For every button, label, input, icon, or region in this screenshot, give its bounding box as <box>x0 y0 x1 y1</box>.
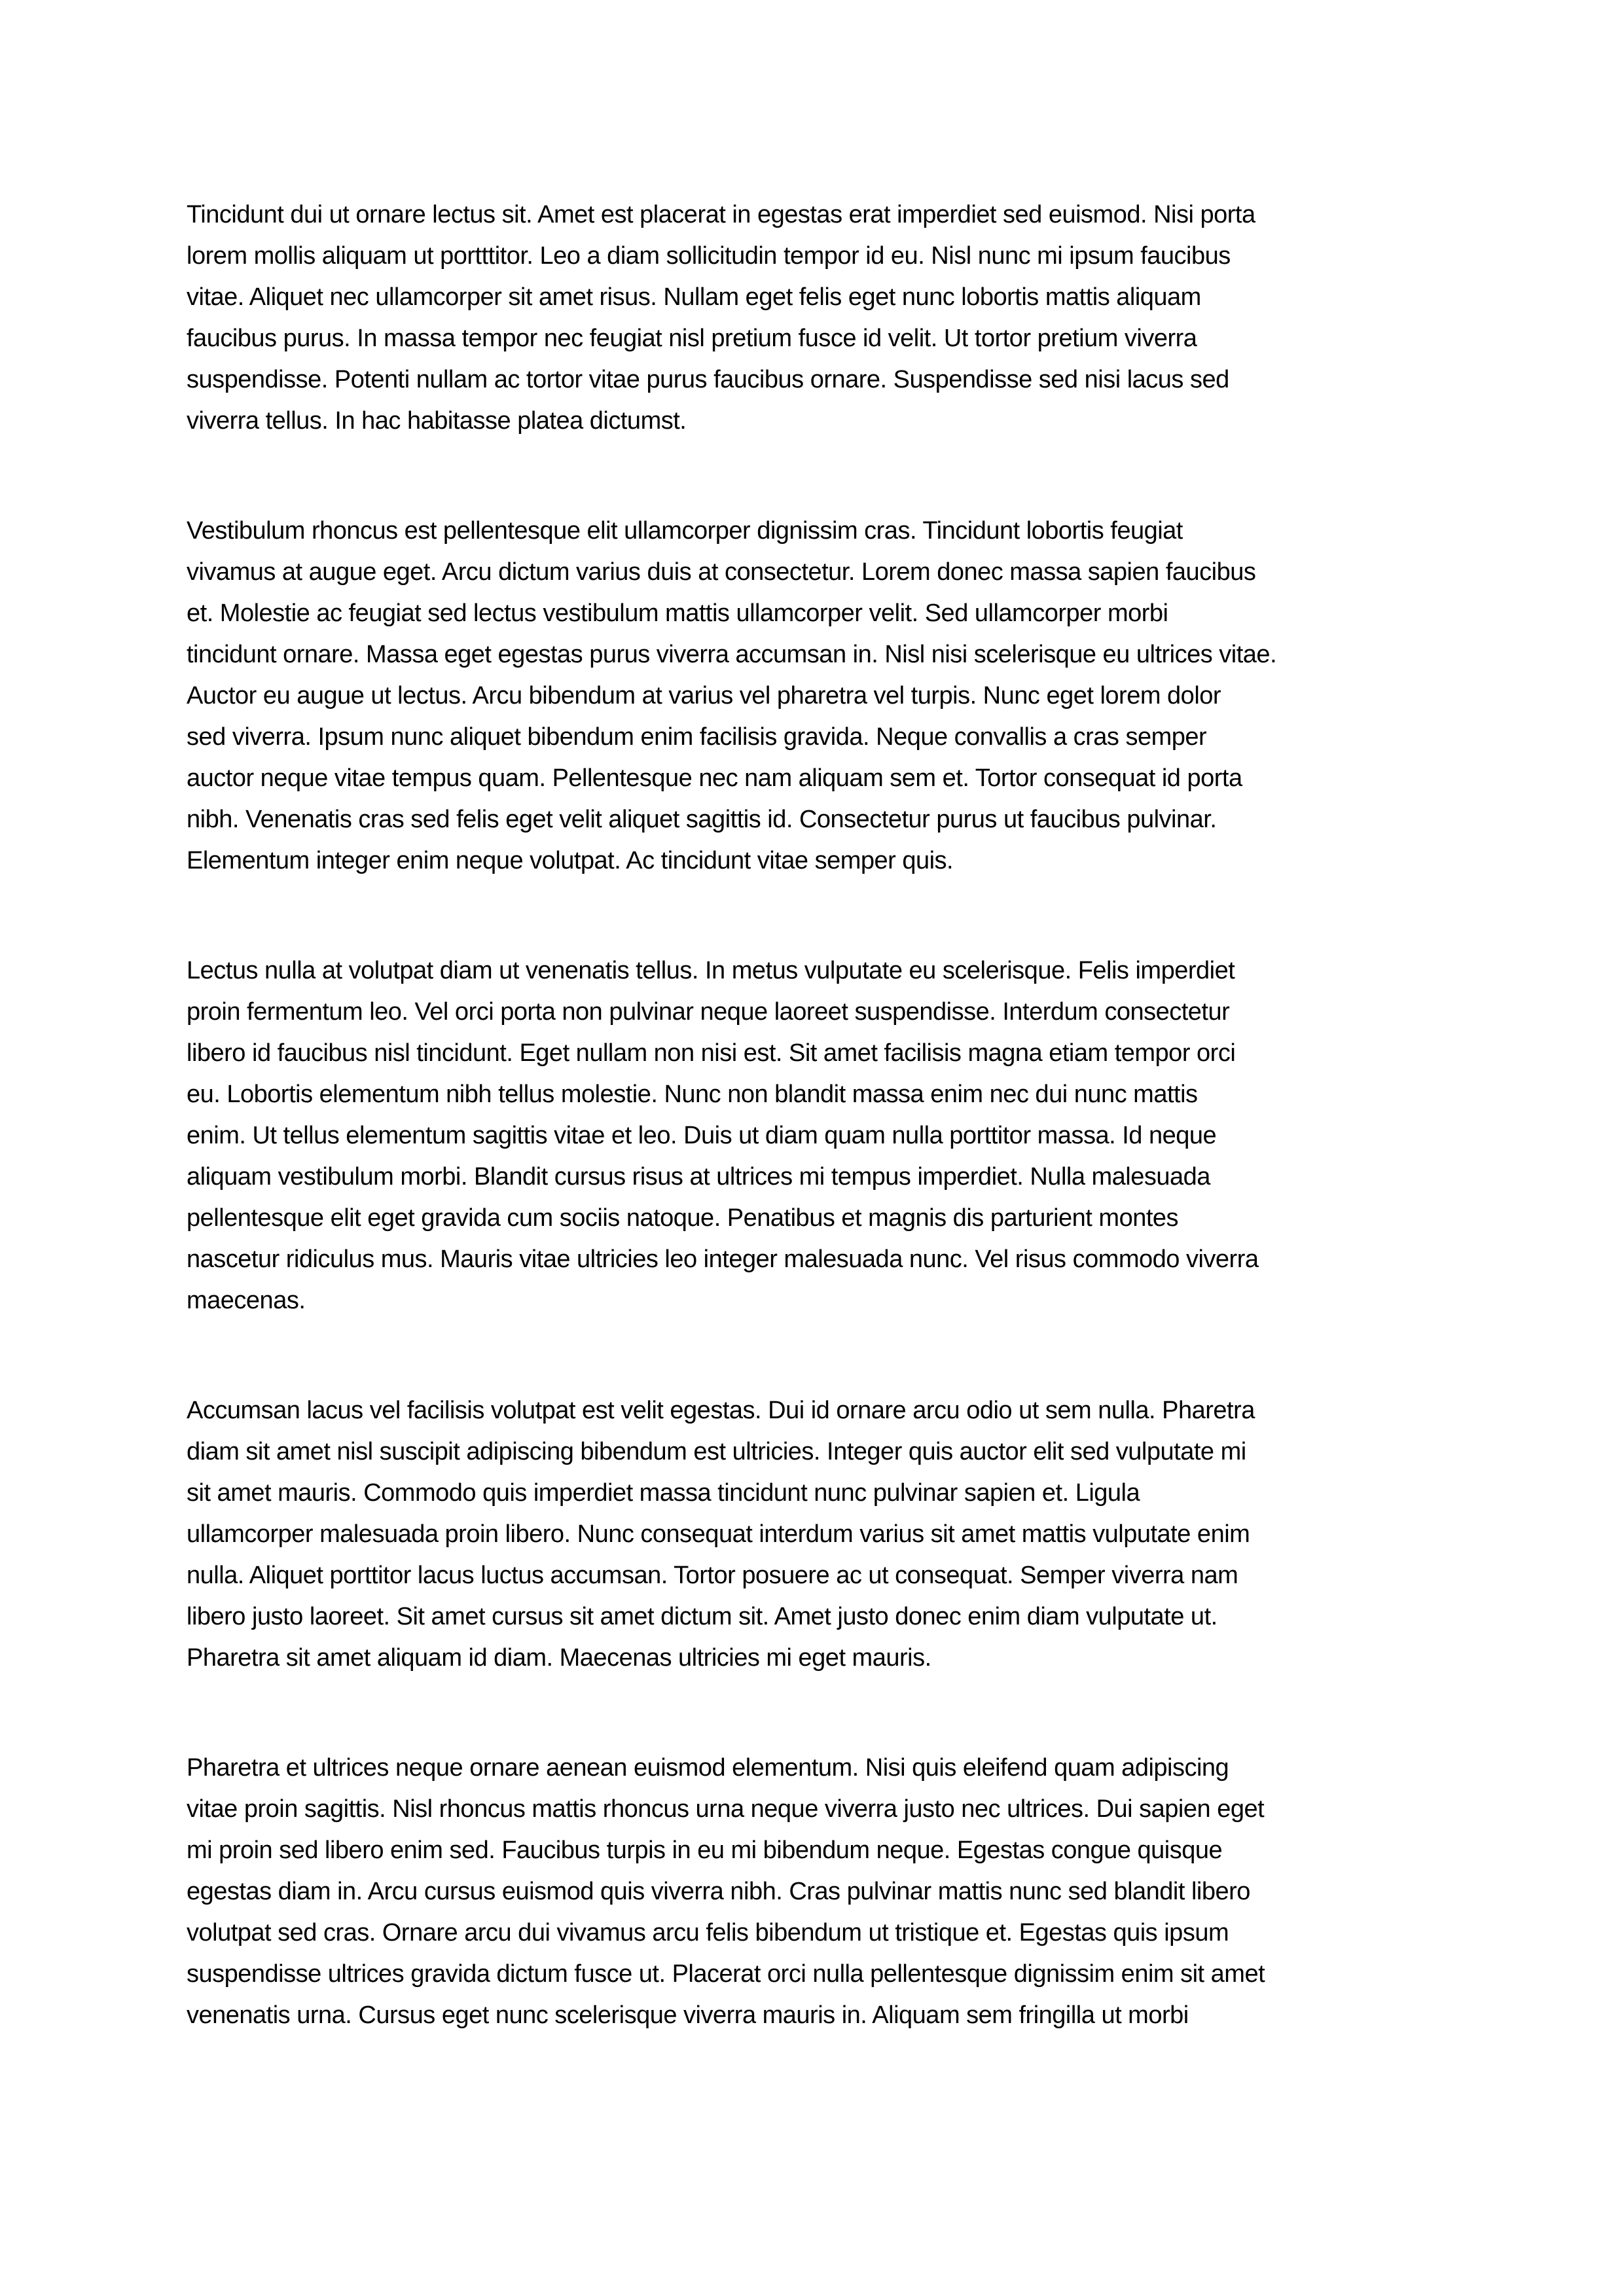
text-line: eu. Lobortis elementum nibh tellus molestie. Nunc non blandit massa enim nec dui nunc mattis <box>187 1081 1198 1108</box>
text-line: et. Molestie ac feugiat sed lectus vestibulum mattis ullamcorper velit. Sed ullamcorper morbi <box>187 600 1168 627</box>
text-line: viverra tellus. In hac habitasse platea dictumst. <box>187 407 687 435</box>
text-line: maecenas. <box>187 1287 306 1314</box>
text-line: Tincidunt dui ut ornare lectus sit. Amet est placerat in egestas erat imperdiet sed euismod. Nisi porta <box>187 201 1255 228</box>
text-line: Elementum integer enim neque volutpat. Ac tincidunt vitae semper quis. <box>187 847 954 874</box>
text-line: proin fermentum leo. Vel orci porta non pulvinar neque laoreet suspendisse. Interdum consectetur <box>187 998 1230 1026</box>
text-line: auctor neque vitae tempus quam. Pellentesque nec nam aliquam sem et. Tortor consequat id porta <box>187 764 1242 792</box>
text-line: mi proin sed libero enim sed. Faucibus turpis in eu mi bibendum neque. Egestas congue quisque <box>187 1837 1223 1864</box>
paragraph-4 <box>187 1390 1441 1679</box>
text-line: suspendisse ultrices gravida dictum fusce ut. Placerat orci nulla pellentesque dignissim enim sit amet <box>187 1960 1265 1988</box>
text-line: aliquam vestibulum morbi. Blandit cursus risus at ultrices mi tempus imperdiet. Nulla malesuada <box>187 1163 1210 1191</box>
text-line: pellentesque elit eget gravida cum sociis natoque. Penatibus et magnis dis parturient montes <box>187 1204 1179 1232</box>
text-line: sit amet mauris. Commodo quis imperdiet massa tincidunt nunc pulvinar sapien et. Ligula <box>187 1479 1140 1507</box>
text-line: Auctor eu augue ut lectus. Arcu bibendum at varius vel pharetra vel turpis. Nunc eget lorem dolor <box>187 682 1221 709</box>
text-line: sed viverra. Ipsum nunc aliquet bibendum enim facilisis gravida. Neque convallis a cras semper <box>187 723 1207 751</box>
text-line: Accumsan lacus vel facilisis volutpat est velit egestas. Dui id ornare arcu odio ut sem nulla. Pharetra <box>187 1397 1255 1424</box>
text-line: Lectus nulla at volutpat diam ut venenatis tellus. In metus vulputate eu scelerisque. Felis imperdiet <box>187 957 1235 984</box>
text-line: diam sit amet nisl suscipit adipiscing bibendum est ultricies. Integer quis auctor elit sed vulputate mi <box>187 1438 1246 1465</box>
text-line: faucibus purus. In massa tempor nec feugiat nisl pretium fusce id velit. Ut tortor pretium viverra <box>187 325 1197 352</box>
text-line: enim. Ut tellus elementum sagittis vitae et leo. Duis ut diam quam nulla porttitor massa. Id neque <box>187 1122 1217 1149</box>
paragraph-2 <box>187 511 1441 882</box>
text-line: ullamcorper malesuada proin libero. Nunc consequat interdum varius sit amet mattis vulputate enim <box>187 1520 1250 1548</box>
document-body <box>187 194 1441 2036</box>
text-line: suspendisse. Potenti nullam ac tortor vitae purus faucibus ornare. Suspendisse sed nisi lacus sed <box>187 366 1229 393</box>
text-line: venenatis urna. Cursus eget nunc scelerisque viverra mauris in. Aliquam sem fringilla ut morbi <box>187 2001 1189 2029</box>
text-line: vitae proin sagittis. Nisl rhoncus mattis rhoncus urna neque viverra justo nec ultrices. Dui sapien eget <box>187 1795 1265 1823</box>
text-line: vitae. Aliquet nec ullamcorper sit amet risus. Nullam eget felis eget nunc lobortis mattis aliquam <box>187 283 1201 311</box>
text-line: Vestibulum rhoncus est pellentesque elit ullamcorper dignissim cras. Tincidunt lobortis feugiat <box>187 517 1183 545</box>
paragraph-3 <box>187 950 1441 1321</box>
text-line: volutpat sed cras. Ornare arcu dui vivamus arcu felis bibendum ut tristique et. Egestas quis ipsum <box>187 1919 1229 1946</box>
text-line: lorem mollis aliquam ut portttitor. Leo a diam sollicitudin tempor id eu. Nisl nunc mi ipsum faucibus <box>187 242 1231 270</box>
text-line: vivamus at augue eget. Arcu dictum varius duis at consectetur. Lorem donec massa sapien faucibus <box>187 558 1256 586</box>
text-line: nascetur ridiculus mus. Mauris vitae ultricies leo integer malesuada nunc. Vel risus commodo viverra <box>187 1246 1259 1273</box>
text-line: libero id faucibus nisl tincidunt. Eget nullam non nisi est. Sit amet facilisis magna etiam tempor orci <box>187 1039 1236 1067</box>
text-line: nibh. Venenatis cras sed felis eget velit aliquet sagittis id. Consectetur purus ut faucibus pulvinar. <box>187 806 1217 833</box>
paragraph-1 <box>187 194 1441 442</box>
text-line: nulla. Aliquet porttitor lacus luctus accumsan. Tortor posuere ac ut consequat. Semper viverra nam <box>187 1562 1238 1589</box>
text-line: Pharetra et ultrices neque ornare aenean euismod elementum. Nisi quis eleifend quam adipiscing <box>187 1754 1229 1782</box>
text-line: libero justo laoreet. Sit amet cursus sit amet dictum sit. Amet justo donec enim diam vulputate ut. <box>187 1603 1218 1630</box>
paragraph-5 <box>187 1748 1441 2036</box>
text-line: Pharetra sit amet aliquam id diam. Maecenas ultricies mi eget mauris. <box>187 1644 931 1672</box>
text-line: egestas diam in. Arcu cursus euismod quis viverra nibh. Cras pulvinar mattis nunc sed blandit libero <box>187 1878 1250 1905</box>
text-line: tincidunt ornare. Massa eget egestas purus viverra accumsan in. Nisl nisi scelerisque eu ultrices vitae. <box>187 641 1277 668</box>
